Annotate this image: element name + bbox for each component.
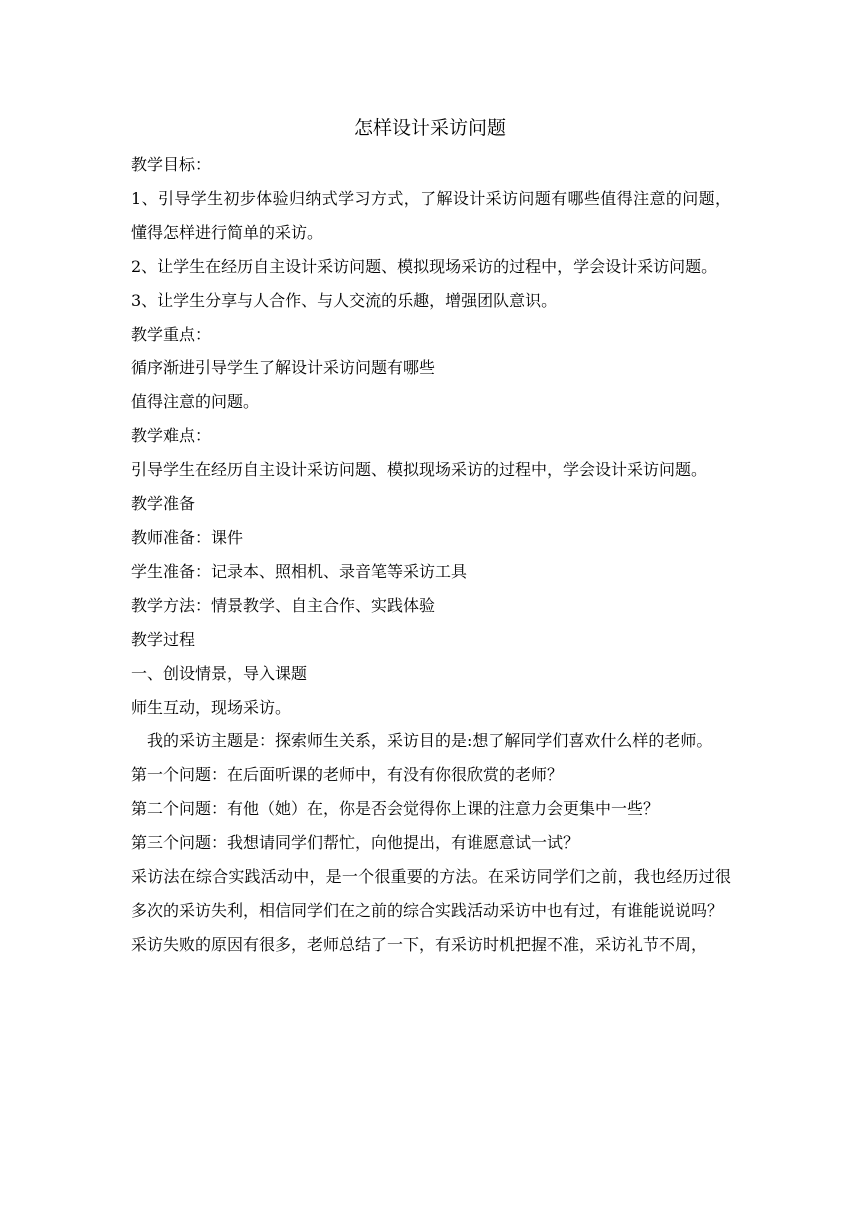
document-title: 怎样设计采访问题 xyxy=(353,117,506,139)
goal-item-3: 3、让学生分享与人合作、与人交流的乐趣，增强团队意识。 xyxy=(131,290,558,310)
question-1: 第一个问题：在后面听课的老师中，有没有你很欣赏的老师？ xyxy=(131,765,564,785)
interview-method-paragraph: 采访法在综合实践活动中，是一个很重要的方法。在采访同学们之前，我也经历过很多次的采访失利，相信同学们在之前的综合实践活动采访中也有过，有谁能说说吗？ xyxy=(131,867,731,920)
section-heading-key-points: 教学重点： xyxy=(131,324,212,344)
teacher-preparation: 教师准备：课件 xyxy=(131,527,244,547)
question-2: 第二个问题：有他（她）在，你是否会觉得你上课的注意力会更集中一些？ xyxy=(131,799,660,819)
question-3: 第三个问题：我想请同学们帮忙，向他提出，有谁愿意试一试？ xyxy=(131,833,580,853)
section-heading-preparation: 教学准备 xyxy=(131,494,196,514)
key-point-line-1: 循序渐进引导学生了解设计采访问题有哪些 xyxy=(131,358,436,378)
section-heading-goals: 教学目标： xyxy=(131,155,212,174)
key-point-line-2: 值得注意的问题。 xyxy=(131,392,260,412)
section-heading-difficulties: 教学难点： xyxy=(131,426,212,446)
teaching-methods: 教学方法：情景教学、自主合作、实践体验 xyxy=(131,595,436,615)
difficulty-text: 引导学生在经历自主设计采访问题、模拟现场采访的过程中，学会设计采访问题。 xyxy=(131,460,708,480)
goal-item-1: 1、引导学生初步体验归纳式学习方式，了解设计采访问题有哪些值得注意的问题，懂得怎样进行简单的采访。 xyxy=(131,188,731,242)
failure-reasons-paragraph: 采访失败的原因有很多，老师总结了一下，有采访时机把握不准，采访礼节不周， xyxy=(131,934,708,954)
section-heading-process: 教学过程 xyxy=(131,629,196,649)
document-body xyxy=(131,148,731,962)
process-step-1-heading: 一、创设情景，导入课题 xyxy=(131,663,308,683)
goal-item-2: 2、让学生在经历自主设计采访问题、模拟现场采访的过程中，学会设计采访问题。 xyxy=(131,256,718,276)
interview-topic: 我的采访主题是：探索师生关系，采访目的是:想了解同学们喜欢什么样的老师。 xyxy=(147,731,713,751)
student-preparation: 学生准备：记录本、照相机、录音笔等采访工具 xyxy=(131,561,468,581)
process-step-1-intro: 师生互动，现场采访。 xyxy=(131,697,292,717)
